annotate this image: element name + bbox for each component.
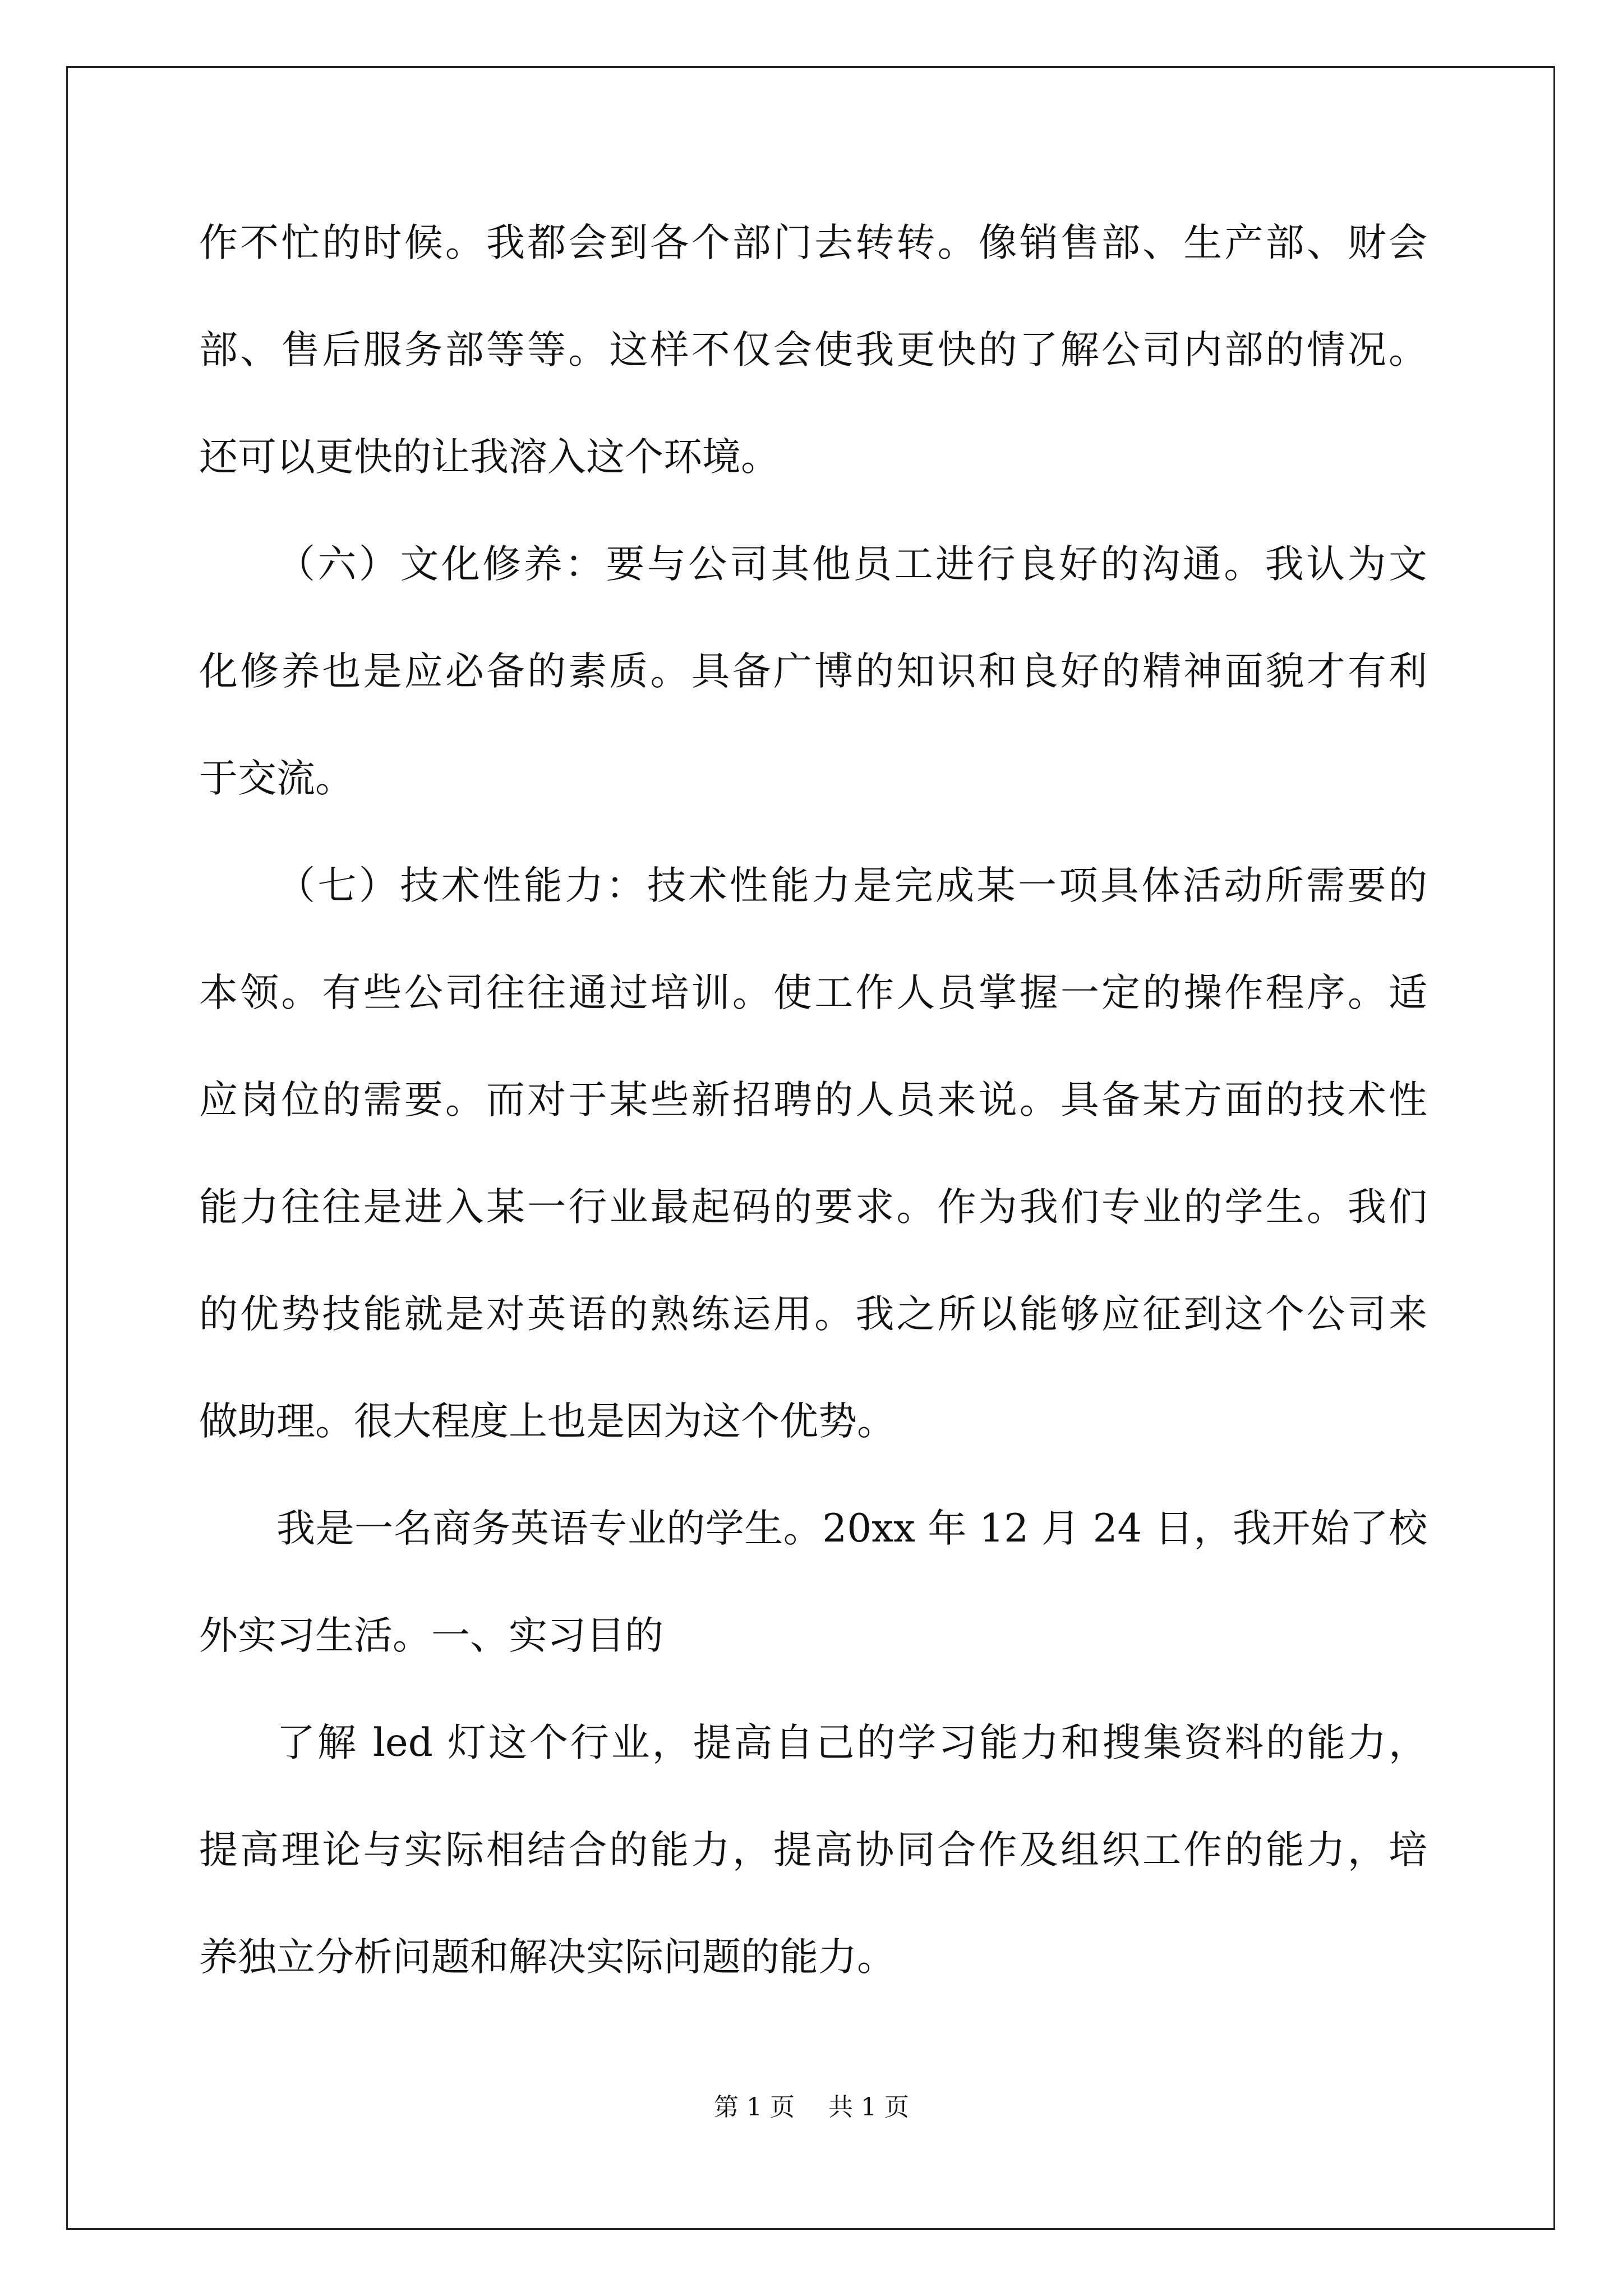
text-line: 于交流。	[199, 756, 354, 801]
text-line: 部、售后服务部等等。这样不仅会使我更快的了解公司内部的情况。	[199, 328, 1427, 372]
text-line: 本领。有些公司往往通过培训。使工作人员掌握一定的操作程序。适	[199, 970, 1427, 1015]
text-line: 能力往往是进入某一行业最起码的要求。作为我们专业的学生。我们	[199, 1185, 1427, 1230]
text-line: 还可以更快的让我溶入这个环境。	[199, 435, 780, 480]
page-number: 第 1 页	[714, 2093, 795, 2122]
page-footer	[0, 2087, 1623, 2123]
text-line: 化修养也是应必备的素质。具备广博的知识和良好的精神面貌才有利	[199, 649, 1427, 694]
document-body	[199, 190, 1427, 2011]
text-line: 做助理。很大程度上也是因为这个优势。	[199, 1399, 896, 1444]
text-line: （六）文化修养：要与公司其他员工进行良好的沟通。我认为文	[276, 542, 1427, 587]
text-line: 外实习生活。一、实习目的	[199, 1613, 663, 1658]
page-total: 共 1 页	[828, 2093, 909, 2122]
text-line: 了解 led 灯这个行业，提高自己的学习能力和搜集资料的能力，	[276, 1720, 1427, 1765]
text-line: 养独立分析问题和解决实际问题的能力。	[199, 1935, 896, 1980]
text-line: 的优势技能就是对英语的熟练运用。我之所以能够应征到这个公司来	[199, 1292, 1427, 1337]
text-line: 我是一名商务英语专业的学生。20xx 年 12 月 24 日，我开始了校	[276, 1506, 1427, 1551]
text-line: （七）技术性能力：技术性能力是完成某一项具体活动所需要的	[276, 863, 1427, 908]
text-line: 作不忙的时候。我都会到各个部门去转转。像销售部、生产部、财会	[199, 220, 1427, 265]
text-line: 应岗位的需要。而对于某些新招聘的人员来说。具备某方面的技术性	[199, 1078, 1427, 1122]
text-line: 提高理论与实际相结合的能力，提高协同合作及组织工作的能力，培	[199, 1828, 1427, 1872]
